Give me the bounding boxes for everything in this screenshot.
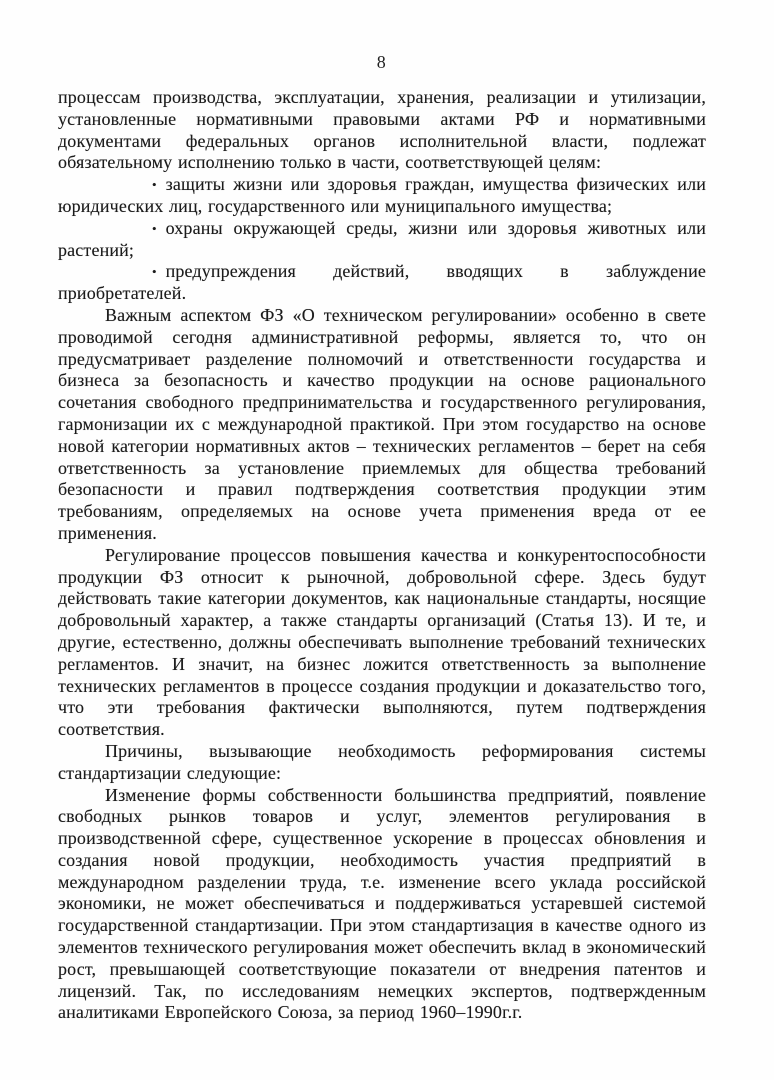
paragraph-text: Причины, вызывающие необходимость реформирования системы стандартизации следующие: xyxy=(58,740,706,783)
paragraph-text: Изменение формы собственности большинства предприятий, появление свободных рынков товаров и услуг, элементов регулирования в производственной сфере, существенное ускорение в процессах обновления и создания новой продукции, необходимость участия предприятий в международном разделении труда, т.е. изменение всего уклада российской экономики, не может обеспечиваться и поддерживаться устаревшей системой государственной стандартизации. При этом стандартизация в качестве одного из элементов технического регулирования может обеспечить вклад в экономический рост, превышающей соответствующие показатели от внедрения патентов и лицензий. Так, по исследованиям немецких экспертов, подтвержденным аналитиками Европейского Союза, за период 1960–1990г.г. xyxy=(58,784,706,1023)
page-number: 8 xyxy=(376,52,387,72)
bullet-icon: • xyxy=(152,177,157,193)
paragraph-text: защиты жизни или здоровья граждан, имущества физических или юридических лиц, государственного или муниципального имущества; xyxy=(58,174,706,216)
bullet-item xyxy=(58,174,706,218)
paragraph-text: Регулирование процессов повышения качества и конкурентоспособности продукции ФЗ относит к рыночной, добровольной сфере. Здесь будут действовать такие категории документов, как национальные стандарты, носящие добровольный характер, а также стандарты организаций (Статья 13). И те, и другие, естественно, должны обеспечивать выполнение требований технических регламентов. И значит, на бизнес ложится ответственность за выполнение технических регламентов в процессе создания продукции и доказательство того, что эти требования фактически выполняются, путем подтверждения соответствия. xyxy=(58,544,706,740)
text-body xyxy=(58,87,706,1024)
paragraph-text: охраны окружающей среды, жизни или здоровья животных или растений; xyxy=(58,217,706,260)
bullet-icon: • xyxy=(152,264,157,280)
paragraph xyxy=(58,785,706,1025)
paragraph-text: Важным аспектом ФЗ «О техническом регулировании» особенно в свете проводимой сегодня административной реформы, является то, что он предусматривает разделение полномочий и ответственности государства и бизнеса за безопасность и качество продукции на основе рационального сочетания свободного предпринимательства и государственного регулирования, гармонизации их с международной практикой. При этом государство на основе новой категории нормативных актов – технических регламентов – берет на себя ответственность за установление приемлемых для общества требований безопасности и правил подтверждения соответствия продукции этим требованиям, определяемых на основе учета применения вреда от ее применения. xyxy=(58,304,706,543)
bullet-item xyxy=(58,261,706,305)
bullet-icon: • xyxy=(152,220,157,236)
paragraph-text: предупреждения действий, вводящих в заблуждение приобретателей. xyxy=(58,261,706,304)
paragraph xyxy=(58,741,706,785)
paragraph xyxy=(58,87,706,174)
bullet-item xyxy=(58,218,706,262)
paragraph-text: процессам производства, эксплуатации, хранения, реализации и утилизации, установленные нормативными правовыми актами РФ и нормативными документами федеральных органов исполнительной власти, подлежат обязательному исполнению только в части, соответствующей целям: xyxy=(58,87,706,173)
paragraph xyxy=(58,305,706,545)
paragraph xyxy=(58,545,706,741)
